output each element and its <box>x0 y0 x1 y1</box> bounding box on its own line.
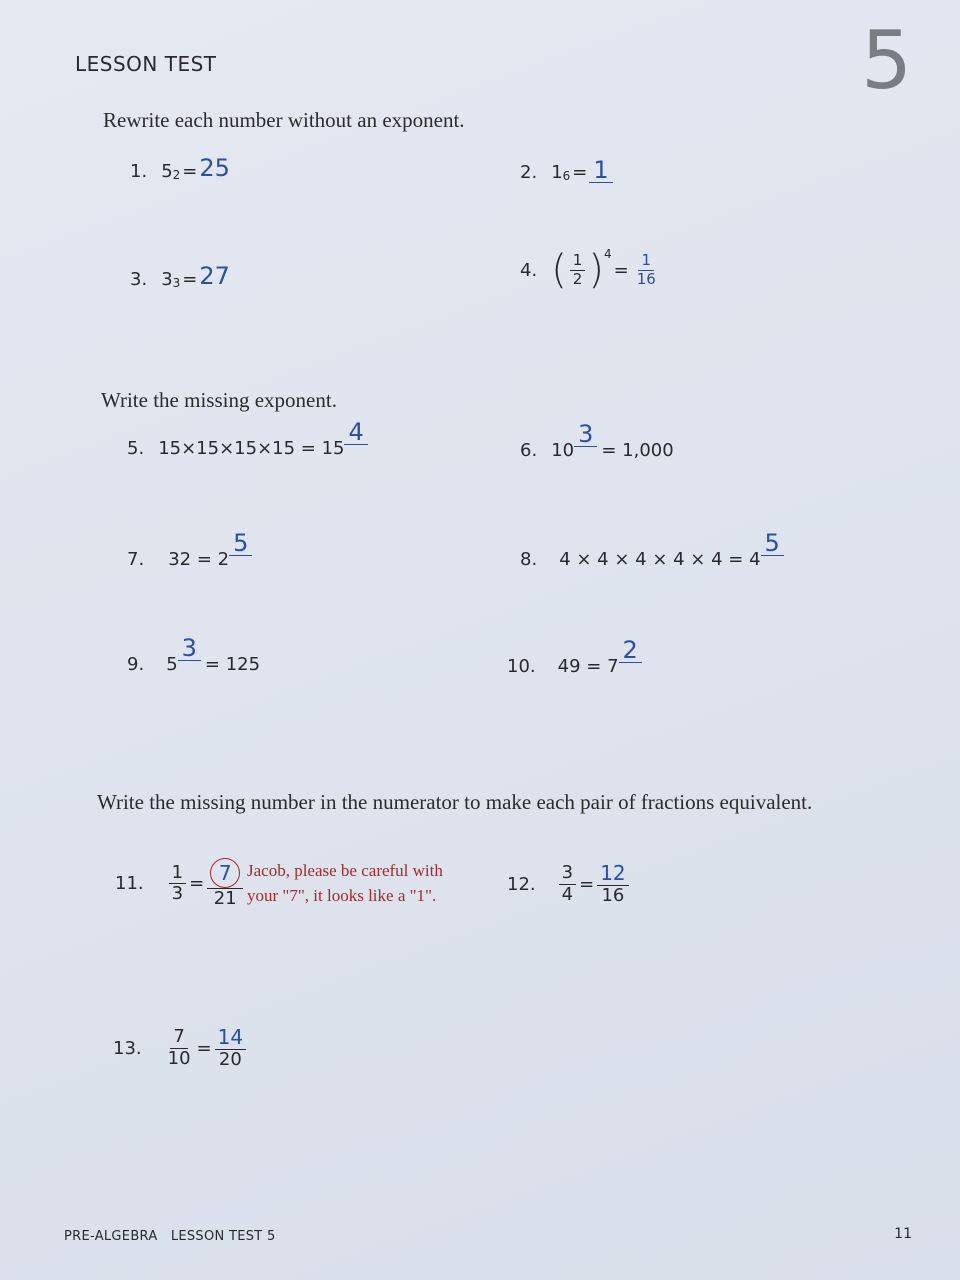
denominator: 21 <box>213 888 237 909</box>
handwritten-answer: 5 <box>229 531 252 556</box>
fraction-right <box>207 858 243 910</box>
problem-1 <box>130 154 230 182</box>
fraction-left <box>169 863 186 905</box>
problem-number: 12. <box>507 873 536 895</box>
fraction-left <box>165 1027 194 1069</box>
expression: 32 = 2 <box>168 549 230 570</box>
equals: = <box>613 259 629 281</box>
problem-number: 8. <box>520 549 538 570</box>
equals: = <box>572 162 588 183</box>
fraction <box>570 252 586 288</box>
answer-numerator <box>207 858 243 889</box>
numerator: 1 <box>169 863 186 885</box>
problem-11 <box>115 858 246 910</box>
fraction-left <box>559 863 576 905</box>
problem-number: 10. <box>507 656 536 677</box>
base: 1 <box>551 162 563 183</box>
expression: 15×15×15×15 = 15 <box>158 438 345 459</box>
expression: 5 <box>166 654 178 675</box>
exponent: 2 <box>172 168 181 182</box>
problem-number: 3. <box>130 269 148 290</box>
handwritten-answer: 3 <box>574 422 597 447</box>
base: 3 <box>161 269 173 290</box>
exponent: 4 <box>603 247 612 261</box>
problem-13 <box>113 1026 249 1071</box>
equals: = <box>182 161 198 182</box>
numerator: 7 <box>170 1027 187 1049</box>
equals: = <box>196 1037 212 1059</box>
footer-label: PRE-ALGEBRA LESSON TEST 5 <box>64 1229 276 1244</box>
teacher-note <box>247 858 443 908</box>
answer-denominator: 16 <box>636 269 656 288</box>
handwritten-answer: 4 <box>344 420 367 445</box>
handwritten-answer: 25 <box>199 154 230 182</box>
handwritten-answer: 12 <box>597 862 628 886</box>
problem-number: 4. <box>520 259 538 281</box>
expression-rhs: = 125 <box>204 654 261 675</box>
exponent: 6 <box>562 169 571 183</box>
denominator: 16 <box>601 885 625 906</box>
page-heading: LESSON TEST <box>75 52 217 76</box>
problem-number: 2. <box>520 162 538 183</box>
numerator: 1 <box>570 252 586 270</box>
equals: = <box>189 873 205 895</box>
problem-9 <box>127 634 261 675</box>
problem-3 <box>130 262 230 290</box>
problem-number: 6. <box>520 440 538 461</box>
lesson-number: 5 <box>861 14 912 107</box>
equals: = <box>579 873 595 895</box>
handwritten-answer: 2 <box>619 638 642 663</box>
teacher-note-line-1: Jacob, please be careful with <box>247 861 443 880</box>
teacher-note-line-2: your "7", it looks like a "1". <box>247 886 437 905</box>
equals: = <box>182 269 198 290</box>
problem-8 <box>520 529 784 570</box>
answer-numerator: 1 <box>638 252 654 270</box>
handwritten-answer-fraction <box>634 252 659 288</box>
problem-5 <box>127 418 368 459</box>
exponent: 3 <box>172 276 181 290</box>
denominator: 4 <box>561 883 574 905</box>
instruction-section-3: Write the missing number in the numerator to make each pair of fractions equivalent. <box>97 790 813 814</box>
problem-6 <box>520 420 674 461</box>
problem-number: 11. <box>115 873 144 895</box>
problem-12 <box>507 862 632 907</box>
denominator: 10 <box>167 1047 191 1069</box>
denominator: 3 <box>171 883 184 905</box>
expression: 49 = 7 <box>557 656 619 677</box>
problem-number: 1. <box>130 161 148 182</box>
fraction-right <box>215 1026 246 1071</box>
expression-rhs: = 1,000 <box>601 440 674 461</box>
handwritten-answer: 3 <box>178 636 201 661</box>
instruction-section-2: Write the missing exponent. <box>101 388 337 412</box>
expression: 4 × 4 × 4 × 4 × 4 = 4 <box>559 549 761 570</box>
problem-4 <box>520 247 662 293</box>
right-paren: ) <box>588 247 604 293</box>
problem-number: 13. <box>113 1037 142 1059</box>
problem-number: 5. <box>127 438 145 459</box>
fraction-right <box>597 862 628 907</box>
expression: 10 <box>551 440 575 461</box>
circled-answer: 7 <box>210 858 240 888</box>
page-number: 11 <box>894 1226 912 1242</box>
handwritten-answer: 1 <box>589 158 612 183</box>
problem-number: 7. <box>127 549 145 570</box>
problem-2 <box>520 158 613 183</box>
problem-number: 9. <box>127 654 145 675</box>
left-paren: ( <box>551 247 567 293</box>
handwritten-answer: 5 <box>761 531 784 556</box>
denominator: 20 <box>218 1049 242 1070</box>
handwritten-answer: 14 <box>215 1026 246 1050</box>
denominator: 2 <box>572 269 583 288</box>
problem-10 <box>507 636 642 677</box>
numerator: 3 <box>559 863 576 885</box>
problem-7 <box>127 529 252 570</box>
base: 5 <box>161 161 173 182</box>
instruction-section-1: Rewrite each number without an exponent. <box>103 108 465 132</box>
handwritten-answer: 27 <box>199 262 230 290</box>
